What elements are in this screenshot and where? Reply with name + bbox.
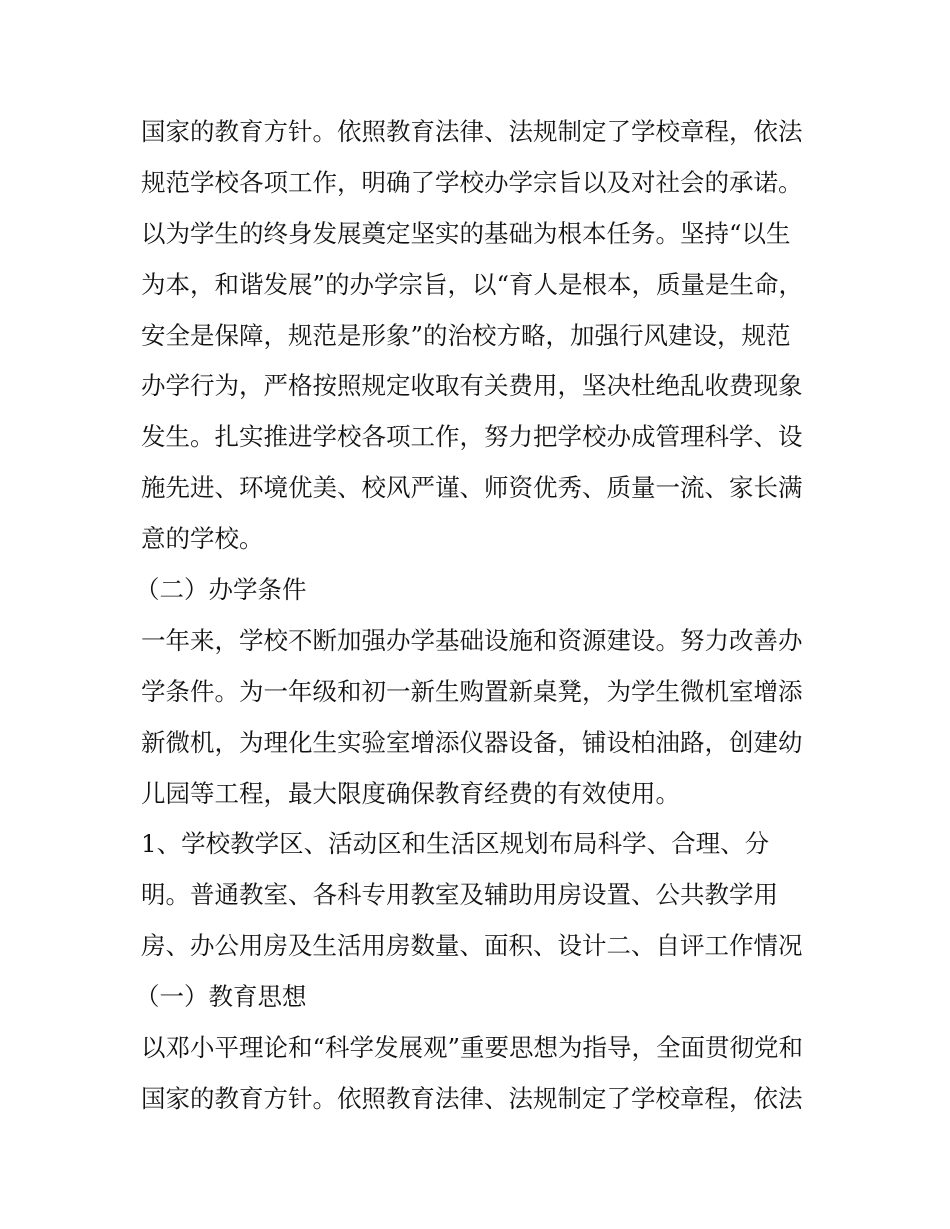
text-line: 房、办公用房及生活用房数量、面积、设计二、自评工作情况 xyxy=(141,931,803,961)
section-heading: （二）办学条件 xyxy=(135,575,307,605)
text-line: 发生。扎实推进学校各项工作，努力把学校办成管理科学、设 xyxy=(141,422,803,452)
text-line: 明。普通教室、各科专用教室及辅助用房设置、公共教学用 xyxy=(141,880,778,910)
document-body xyxy=(135,107,821,1125)
text-line: 安全是保障，规范是形象”的治校方略，加强行风建设，规范 xyxy=(141,320,791,350)
text-line: 为本，和谐发展”的办学宗旨，以“育人是根本，质量是生命， xyxy=(141,269,804,299)
text-line: 办学行为，严格按照规定收取有关费用，坚决杜绝乱收费现象 xyxy=(141,371,803,401)
text-line: 施先进、环境优美、校风严谨、师资优秀、质量一流、家长满 xyxy=(141,473,803,503)
section-heading: （一）教育思想 xyxy=(135,982,307,1012)
text-line: 一年来，学校不断加强办学基础设施和资源建设。努力改善办 xyxy=(141,625,803,655)
text-line: 规范学校各项工作，明确了学校办学宗旨以及对社会的承诺。 xyxy=(141,167,803,197)
text-line: 以为学生的终身发展奠定坚实的基础为根本任务。坚持“以生 xyxy=(141,218,791,248)
text-line: 以邓小平理论和“科学发展观”重要思想为指导，全面贯彻党和 xyxy=(141,1033,804,1063)
text-line: 儿园等工程，最大限度确保教育经费的有效使用。 xyxy=(141,778,680,808)
text-line: 意的学校。 xyxy=(141,524,264,554)
text-line: 1、学校教学区、活动区和生活区规划布局科学、合理、分 xyxy=(141,829,770,859)
text-line: 新微机，为理化生实验室增添仪器设备，铺设柏油路，创建幼 xyxy=(141,727,803,757)
text-line: 国家的教育方针。依照教育法律、法规制定了学校章程，依法 xyxy=(141,117,803,146)
text-line: 国家的教育方针。依照教育法律、法规制定了学校章程，依法 xyxy=(141,1083,803,1113)
text-line: 学条件。为一年级和初一新生购置新桌凳，为学生微机室增添 xyxy=(141,676,803,706)
